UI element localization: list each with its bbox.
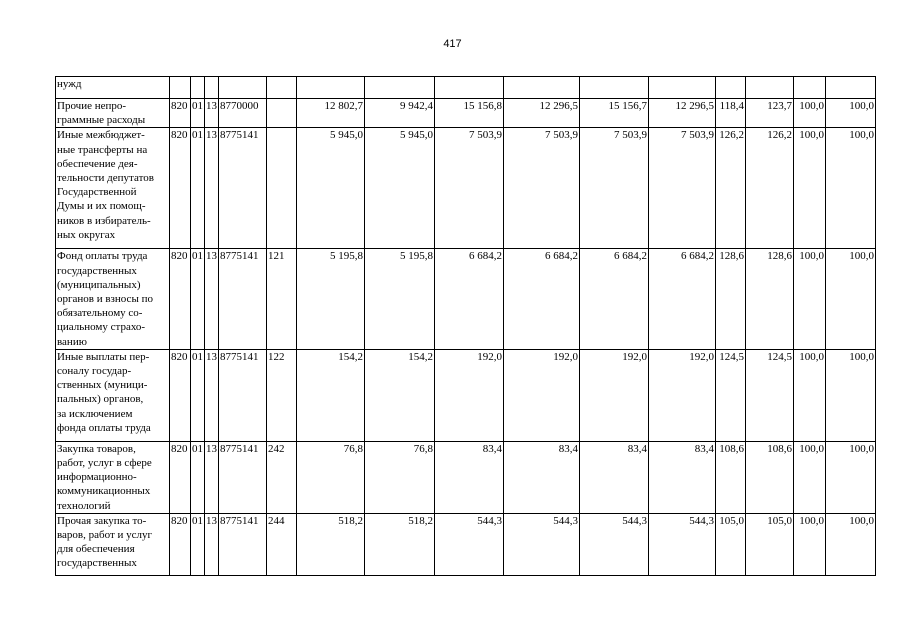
- cell-v5: 83,4: [580, 441, 649, 513]
- table-row: [56, 441, 876, 513]
- cell-v4: 192,0: [504, 349, 580, 441]
- cell-v1: 154,2: [297, 349, 365, 441]
- cell-v3: 83,4: [435, 441, 504, 513]
- row-name-line: соналу государ-: [57, 365, 132, 378]
- row-name-line: Иные выплаты пер-: [57, 350, 150, 363]
- cell-csr: 8775141: [219, 513, 267, 575]
- cell-v2: 5 945,0: [365, 128, 435, 249]
- table-row: [56, 513, 876, 575]
- cell-vr: [267, 99, 297, 128]
- cell-v2: [365, 77, 435, 99]
- row-name: [56, 77, 170, 99]
- cell-ved: [170, 77, 191, 99]
- cell-p3: 100,0: [794, 128, 826, 249]
- cell-v3: 15 156,8: [435, 99, 504, 128]
- cell-p3: 100,0: [794, 513, 826, 575]
- cell-pr: 13: [205, 128, 219, 249]
- cell-v4: [504, 77, 580, 99]
- row-name-line: Иные межбюджет-: [57, 129, 145, 142]
- cell-v6: [649, 77, 716, 99]
- cell-ved: 820: [170, 513, 191, 575]
- cell-pr: 13: [205, 349, 219, 441]
- row-name: [56, 441, 170, 513]
- cell-vr: [267, 128, 297, 249]
- row-name-line: граммные расходы: [57, 114, 146, 127]
- cell-p2: 108,6: [746, 441, 794, 513]
- cell-vr: 121: [267, 249, 297, 349]
- cell-v6: 544,3: [649, 513, 716, 575]
- cell-p1: [716, 77, 746, 99]
- cell-pr: [205, 77, 219, 99]
- cell-csr: 8775141: [219, 441, 267, 513]
- cell-csr: 8775141: [219, 128, 267, 249]
- cell-p1: 105,0: [716, 513, 746, 575]
- cell-p4: 100,0: [826, 99, 876, 128]
- row-name-line: за исключением: [57, 407, 133, 420]
- cell-vr: 244: [267, 513, 297, 575]
- table-row: [56, 99, 876, 128]
- page-number: 417: [443, 38, 462, 50]
- cell-rz: 01: [191, 99, 205, 128]
- cell-v6: 83,4: [649, 441, 716, 513]
- cell-p4: [826, 77, 876, 99]
- cell-v5: 6 684,2: [580, 249, 649, 349]
- row-name-line: пальных) органов,: [57, 393, 144, 406]
- row-name-line: ственных (муници-: [57, 379, 148, 392]
- cell-v4: 6 684,2: [504, 249, 580, 349]
- cell-v2: 518,2: [365, 513, 435, 575]
- row-name-line: ванию: [57, 335, 87, 348]
- table-row: [56, 77, 876, 99]
- cell-v6: 7 503,9: [649, 128, 716, 249]
- cell-v3: [435, 77, 504, 99]
- row-name-line: Закупка товаров,: [57, 442, 136, 455]
- row-name-line: циальному страхо-: [57, 321, 146, 334]
- cell-v1: 5 195,8: [297, 249, 365, 349]
- row-name-line: (муниципальных): [57, 278, 141, 291]
- cell-p4: 100,0: [826, 513, 876, 575]
- cell-p2: 123,7: [746, 99, 794, 128]
- cell-pr: 13: [205, 249, 219, 349]
- budget-table: [55, 76, 876, 576]
- cell-v2: 5 195,8: [365, 249, 435, 349]
- table-row: [56, 249, 876, 349]
- cell-v5: 192,0: [580, 349, 649, 441]
- cell-v1: [297, 77, 365, 99]
- cell-vr: 122: [267, 349, 297, 441]
- cell-v6: 192,0: [649, 349, 716, 441]
- row-name: [56, 349, 170, 441]
- cell-p4: 100,0: [826, 349, 876, 441]
- cell-vr: [267, 77, 297, 99]
- row-name-line: государственных: [57, 264, 137, 277]
- cell-ved: 820: [170, 249, 191, 349]
- cell-rz: 01: [191, 128, 205, 249]
- row-name-line: Думы и их помощ-: [57, 200, 146, 213]
- row-name-line: коммуникационных: [57, 485, 151, 498]
- cell-v3: 7 503,9: [435, 128, 504, 249]
- cell-v2: 154,2: [365, 349, 435, 441]
- table-row: [56, 128, 876, 249]
- cell-v6: 12 296,5: [649, 99, 716, 128]
- cell-v4: 7 503,9: [504, 128, 580, 249]
- cell-v1: 76,8: [297, 441, 365, 513]
- cell-p3: 100,0: [794, 349, 826, 441]
- row-name-line: Фонд оплаты труда: [57, 250, 148, 263]
- row-name-line: информационно-: [57, 471, 137, 484]
- cell-ved: 820: [170, 128, 191, 249]
- cell-v1: 5 945,0: [297, 128, 365, 249]
- row-name-line: варов, работ и услуг: [57, 529, 153, 542]
- cell-p1: 118,4: [716, 99, 746, 128]
- cell-csr: 8775141: [219, 249, 267, 349]
- cell-p2: 124,5: [746, 349, 794, 441]
- row-name-line: органов и взносы по: [57, 293, 153, 306]
- row-name-line: для обеспечения: [57, 543, 135, 556]
- cell-p3: 100,0: [794, 249, 826, 349]
- cell-pr: 13: [205, 99, 219, 128]
- row-name: [56, 513, 170, 575]
- cell-v3: 544,3: [435, 513, 504, 575]
- cell-v4: 544,3: [504, 513, 580, 575]
- cell-csr: 8770000: [219, 99, 267, 128]
- row-name-line: государственных: [57, 557, 137, 570]
- cell-v4: 12 296,5: [504, 99, 580, 128]
- cell-p3: 100,0: [794, 441, 826, 513]
- cell-v4: 83,4: [504, 441, 580, 513]
- cell-v5: 15 156,7: [580, 99, 649, 128]
- cell-p3: 100,0: [794, 99, 826, 128]
- row-name-line: обеспечение дея-: [57, 157, 138, 170]
- cell-p1: 128,6: [716, 249, 746, 349]
- cell-csr: 8775141: [219, 349, 267, 441]
- row-name-line: Прочая закупка то-: [57, 514, 147, 527]
- cell-csr: [219, 77, 267, 99]
- cell-rz: 01: [191, 349, 205, 441]
- row-name-line: ников в избиратель-: [57, 214, 151, 227]
- row-name-line: Прочие непро-: [57, 100, 127, 112]
- row-name-line: Государственной: [57, 186, 137, 199]
- cell-v3: 192,0: [435, 349, 504, 441]
- cell-p4: 100,0: [826, 249, 876, 349]
- cell-v2: 76,8: [365, 441, 435, 513]
- row-name-line: ных округах: [57, 228, 116, 241]
- cell-p1: 124,5: [716, 349, 746, 441]
- cell-v6: 6 684,2: [649, 249, 716, 349]
- cell-ved: 820: [170, 441, 191, 513]
- cell-v1: 12 802,7: [297, 99, 365, 128]
- cell-p1: 108,6: [716, 441, 746, 513]
- row-name-line: технологий: [57, 499, 111, 512]
- row-name: [56, 249, 170, 349]
- cell-p2: [746, 77, 794, 99]
- row-name-line: фонда оплаты труда: [57, 421, 151, 434]
- cell-v3: 6 684,2: [435, 249, 504, 349]
- cell-ved: 820: [170, 99, 191, 128]
- cell-v1: 518,2: [297, 513, 365, 575]
- cell-p2: 105,0: [746, 513, 794, 575]
- cell-rz: [191, 77, 205, 99]
- row-name-line: ные трансферты на: [57, 143, 148, 156]
- cell-pr: 13: [205, 441, 219, 513]
- cell-p4: 100,0: [826, 441, 876, 513]
- cell-ved: 820: [170, 349, 191, 441]
- cell-p2: 126,2: [746, 128, 794, 249]
- cell-p1: 126,2: [716, 128, 746, 249]
- cell-p3: [794, 77, 826, 99]
- row-name: [56, 99, 170, 128]
- cell-v2: 9 942,4: [365, 99, 435, 128]
- row-name-line: тельности депутатов: [57, 172, 154, 185]
- cell-rz: 01: [191, 441, 205, 513]
- row-name-line: обязательному со-: [57, 307, 143, 320]
- cell-rz: 01: [191, 513, 205, 575]
- row-name: [56, 128, 170, 249]
- cell-rz: 01: [191, 249, 205, 349]
- row-name-text: нужд: [57, 78, 82, 90]
- table-row: [56, 349, 876, 441]
- cell-v5: [580, 77, 649, 99]
- row-name-line: работ, услуг в сфере: [57, 457, 152, 470]
- cell-pr: 13: [205, 513, 219, 575]
- cell-p2: 128,6: [746, 249, 794, 349]
- cell-vr: 242: [267, 441, 297, 513]
- cell-v5: 544,3: [580, 513, 649, 575]
- cell-v5: 7 503,9: [580, 128, 649, 249]
- cell-p4: 100,0: [826, 128, 876, 249]
